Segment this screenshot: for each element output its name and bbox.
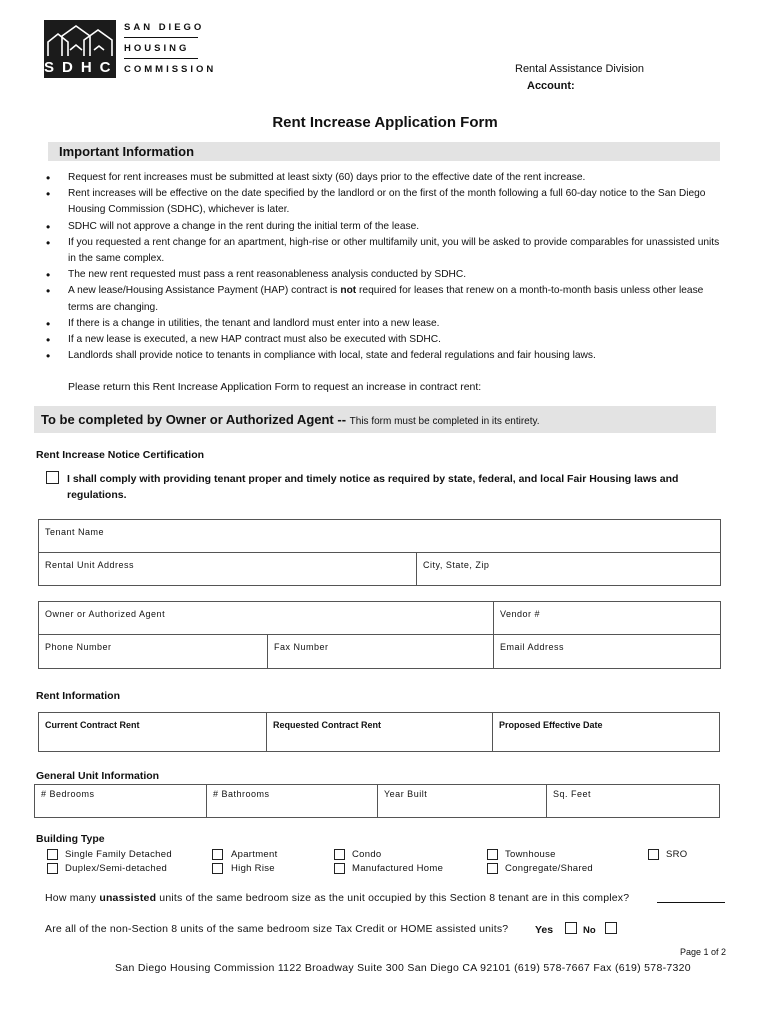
certification-text: I shall comply with providing tenant proper and timely notice as required by state, federal, and local Fair Housing laws and regulations. (67, 473, 679, 501)
certification-checkbox[interactable] (46, 471, 59, 484)
current-rent-field[interactable]: Current Contract Rent (39, 713, 267, 752)
form-title: Rent Increase Application Form (272, 114, 498, 131)
logo-line-1: SAN DIEGO (124, 22, 205, 33)
footer-address: San Diego Housing Commission 1122 Broadway Suite 300 San Diego CA 92101 (619) 578-7667 Fax (619) 578-7320 (115, 962, 691, 974)
bathrooms-field[interactable]: # Bathrooms (207, 785, 378, 818)
list-item (44, 283, 724, 315)
logo-rule (124, 37, 198, 38)
single-family-checkbox[interactable] (47, 849, 58, 860)
building-type-heading: Building Type (36, 833, 105, 845)
sro-label: SRO (666, 849, 688, 860)
vendor-number-field[interactable]: Vendor # (494, 602, 721, 635)
tenant-name-field[interactable]: Tenant Name (39, 520, 721, 553)
list-item: • Landlords shall provide notice to tenants in compliance with local, state and federal regulations and fair housing laws. (44, 348, 724, 364)
requested-rent-field[interactable]: Requested Contract Rent (267, 713, 493, 752)
logo-abbrev: SDHC (44, 59, 119, 76)
manufactured-home-label: Manufactured Home (352, 863, 444, 874)
effective-date-field[interactable]: Proposed Effective Date (493, 713, 720, 752)
account-label: Account: (527, 80, 575, 92)
manufactured-home-checkbox[interactable] (334, 863, 345, 874)
fax-number-field[interactable]: Fax Number (268, 635, 494, 669)
tax-credit-question: Are all of the non-Section 8 units of the same bedroom size Tax Credit or HOME assisted units? (45, 923, 509, 935)
phone-number-field[interactable]: Phone Number (39, 635, 268, 669)
owner-section-heading (41, 412, 540, 427)
year-built-field[interactable]: Year Built (378, 785, 547, 818)
bullet-text: required for leases that renew on a month-to-month basis unless other lease terms are changing. (68, 285, 704, 313)
certification-heading: Rent Increase Notice Certification (36, 449, 205, 461)
list-item: • If there is a change in utilities, the tenant and landlord must enter into a new lease. (44, 316, 724, 332)
division-label: Rental Assistance Division (515, 63, 645, 75)
apartment-checkbox[interactable] (212, 849, 223, 860)
sq-feet-field[interactable]: Sq. Feet (547, 785, 720, 818)
unit-info-heading: General Unit Information (36, 770, 160, 782)
rent-info-table (38, 712, 720, 752)
congregate-label: Congregate/Shared (505, 863, 594, 874)
townhouse-checkbox[interactable] (487, 849, 498, 860)
owner-info-table (38, 601, 721, 669)
question-emphasis: unassisted (99, 892, 157, 904)
question-text: units of the same bedroom size as the unit occupied by this Section 8 tenant are in this complex? (156, 892, 630, 904)
page-number: Page 1 of 2 (680, 947, 727, 957)
email-address-field[interactable]: Email Address (494, 635, 721, 669)
owner-agent-field[interactable]: Owner or Authorized Agent (39, 602, 494, 635)
list-item: • Rent increases will be effective on the date specified by the landlord or on the first of the month following a full 60-day notice to the San Diego Housing Commission (SDHC), whichever is later. (44, 186, 724, 218)
list-item: • Request for rent increases must be submitted at least sixty (60) days prior to the effective date of the rent increase. (44, 170, 724, 186)
bedrooms-field[interactable]: # Bedrooms (35, 785, 207, 818)
no-label: No (583, 925, 596, 936)
question-text: How many (45, 892, 100, 904)
rent-info-heading: Rent Information (36, 690, 120, 702)
unassisted-units-question (45, 892, 629, 904)
important-info-heading: Important Information (59, 144, 195, 159)
bullet-text: A new lease/Housing Assistance Payment (HAP) contract is (68, 285, 341, 297)
yes-label: Yes (535, 924, 554, 936)
important-info-header (48, 142, 720, 161)
owner-section-title: To be completed by Owner or Authorized Agent (41, 412, 334, 427)
list-item: • If you requested a rent change for an apartment, high-rise or other multifamily unit, you will be asked to provide comparables for unassisted units in the same complex. (44, 235, 724, 267)
logo-line-2: HOUSING (124, 43, 190, 54)
bullet-emphasis: not (340, 285, 357, 297)
yes-checkbox[interactable] (565, 922, 577, 934)
duplex-checkbox[interactable] (47, 863, 58, 874)
house-logo-icon (44, 20, 116, 60)
tenant-info-table (38, 519, 721, 586)
owner-section-dash: -- (333, 412, 350, 427)
duplex-label: Duplex/Semi-detached (65, 863, 168, 874)
townhouse-label: Townhouse (505, 849, 556, 860)
logo-line-3: COMMISSION (124, 64, 217, 75)
list-item: • If a new lease is executed, a new HAP contract must also be executed with SDHC. (44, 332, 724, 348)
condo-label: Condo (352, 849, 382, 860)
apartment-label: Apartment (231, 849, 278, 860)
list-item: • SDHC will not approve a change in the rent during the initial term of the lease. (44, 219, 724, 235)
high-rise-label: High Rise (231, 863, 275, 874)
unit-info-table (34, 784, 720, 818)
high-rise-checkbox[interactable] (212, 863, 223, 874)
single-family-label: Single Family Detached (65, 849, 172, 860)
congregate-checkbox[interactable] (487, 863, 498, 874)
city-state-zip-field[interactable]: City, State, Zip (417, 553, 721, 586)
condo-checkbox[interactable] (334, 849, 345, 860)
owner-section-subtext: This form must be completed in its entirety. (349, 416, 540, 427)
unassisted-units-answer-line[interactable] (657, 902, 725, 903)
list-item: • The new rent requested must pass a rent reasonableness analysis conducted by SDHC. (44, 267, 724, 283)
return-note: Please return this Rent Increase Application Form to request an increase in contract rent: (68, 381, 482, 393)
owner-section-header (34, 406, 716, 433)
no-checkbox[interactable] (605, 922, 617, 934)
important-info-list (44, 170, 724, 364)
sro-checkbox[interactable] (648, 849, 659, 860)
rental-address-field[interactable]: Rental Unit Address (39, 553, 417, 586)
logo-rule (124, 58, 198, 59)
